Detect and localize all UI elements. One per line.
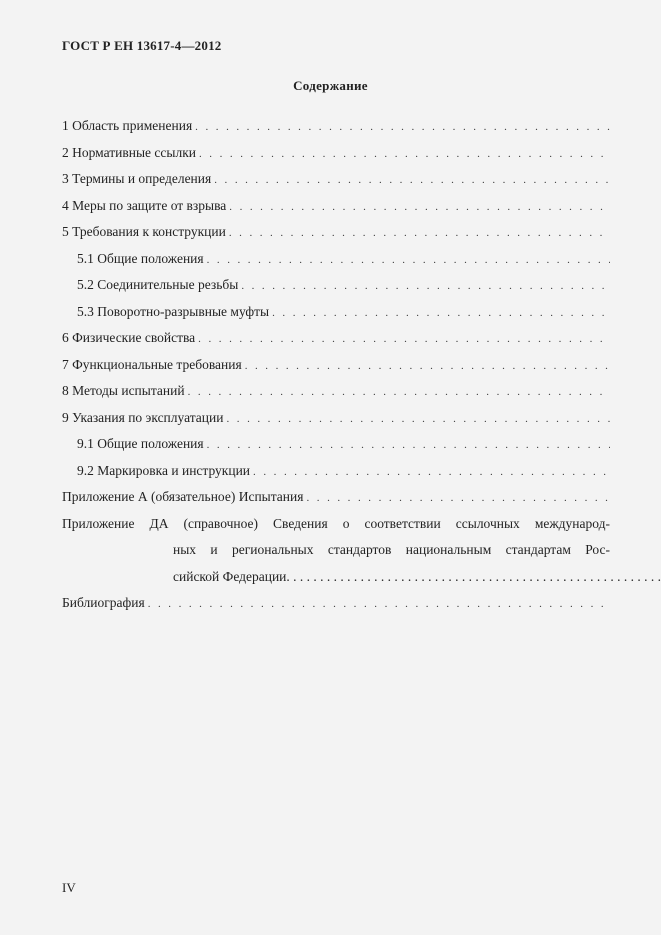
toc-entry-word: ссылочных — [455, 515, 520, 531]
toc-entry-label: 4 Меры по защите от взрыва — [62, 197, 227, 213]
toc-entry-word: международ- — [534, 515, 610, 531]
toc-entry-label: 7 Функциональные требования — [62, 356, 242, 372]
toc-entry-word: и — [210, 542, 218, 557]
toc-entry-label: 5.3 Поворотно-разрывные муфты — [77, 303, 270, 319]
toc-entry-label: Библиография — [62, 595, 145, 610]
toc-entry-label: 1 Область применения — [62, 118, 193, 133]
toc-entry[interactable] — [62, 489, 610, 516]
toc-entry-word: Рос- — [585, 542, 610, 557]
toc-entry[interactable] — [62, 198, 610, 225]
toc-entry-word: национальным — [405, 542, 492, 557]
leader-dots — [148, 598, 610, 610]
toc-entry-bibliography[interactable] — [62, 595, 610, 622]
leader-dots — [188, 386, 610, 398]
toc-entry[interactable] — [62, 145, 610, 172]
toc-entry-word: о — [342, 515, 350, 531]
leader-dots — [199, 148, 610, 160]
leader-dots — [245, 360, 610, 372]
leader-dots — [226, 413, 610, 425]
toc-entry-label: сийской Федерации — [173, 568, 287, 584]
toc-entry-label: 9 Указания по эксплуатации — [62, 409, 224, 425]
toc-entry[interactable] — [62, 436, 610, 463]
toc-entry[interactable] — [62, 357, 610, 384]
leader-dots — [198, 333, 610, 345]
page-title: Содержание — [293, 78, 368, 93]
leader-dots — [214, 174, 610, 186]
toc-entry-label: 9.2 Маркировка и инструкции — [77, 462, 251, 478]
toc-entry-label: Приложение А (обязательное) Испытания — [62, 489, 304, 504]
leader-dots — [286, 569, 661, 585]
toc-entry[interactable] — [62, 251, 610, 278]
toc-entry-label: 5.2 Соединительные резьбы — [77, 277, 239, 292]
leader-dots — [229, 201, 610, 213]
toc-entry[interactable] — [62, 383, 610, 410]
toc-entry-label: 6 Физические свойства — [62, 330, 196, 345]
toc-entry-word: Приложение — [62, 515, 135, 531]
toc-entry-word: ных — [173, 542, 197, 557]
toc-entry-word: (справочное) — [183, 515, 259, 531]
toc-entry-appendix-da[interactable] — [62, 516, 610, 596]
toc-entry-label: 8 Методы испытаний — [62, 383, 185, 398]
leader-dots — [272, 307, 610, 319]
toc-entry-label: 5 Требования к конструкции — [62, 224, 226, 239]
toc-entry-word: соответствии — [364, 515, 441, 531]
toc-entry-label: 2 Нормативные ссылки — [62, 144, 196, 160]
toc-entry-label: 9.1 Общие положения — [77, 436, 204, 451]
toc-entry[interactable] — [62, 410, 610, 437]
toc-entry-word: ДА — [149, 515, 169, 531]
toc-entry-word: стандартам — [505, 542, 571, 557]
leader-dots — [195, 121, 610, 133]
toc-entry[interactable] — [62, 463, 610, 490]
standard-header: ГОСТ Р ЕН 13617-4—2012 — [62, 38, 222, 53]
toc-entry[interactable] — [62, 304, 610, 331]
toc-entry[interactable] — [62, 277, 610, 304]
leader-dots — [229, 227, 610, 239]
leader-dots — [253, 466, 610, 478]
toc-entry[interactable] — [62, 224, 610, 251]
leader-dots — [207, 254, 610, 266]
leader-dots — [207, 439, 610, 451]
leader-dots — [241, 280, 610, 292]
page-number: IV — [62, 880, 76, 895]
toc-entry[interactable] — [62, 171, 610, 198]
toc-entry[interactable] — [62, 330, 610, 357]
leader-dots — [306, 492, 610, 504]
toc-entry[interactable] — [62, 118, 610, 145]
toc-entry-label: 5.1 Общие положения — [77, 250, 204, 266]
toc-entry-label: 3 Термины и определения — [62, 171, 212, 186]
toc-entry-word: стандартов — [327, 542, 392, 557]
toc-entry-word: Сведения — [273, 515, 328, 531]
toc-entry-word: региональных — [231, 542, 314, 557]
table-of-contents — [62, 118, 610, 622]
